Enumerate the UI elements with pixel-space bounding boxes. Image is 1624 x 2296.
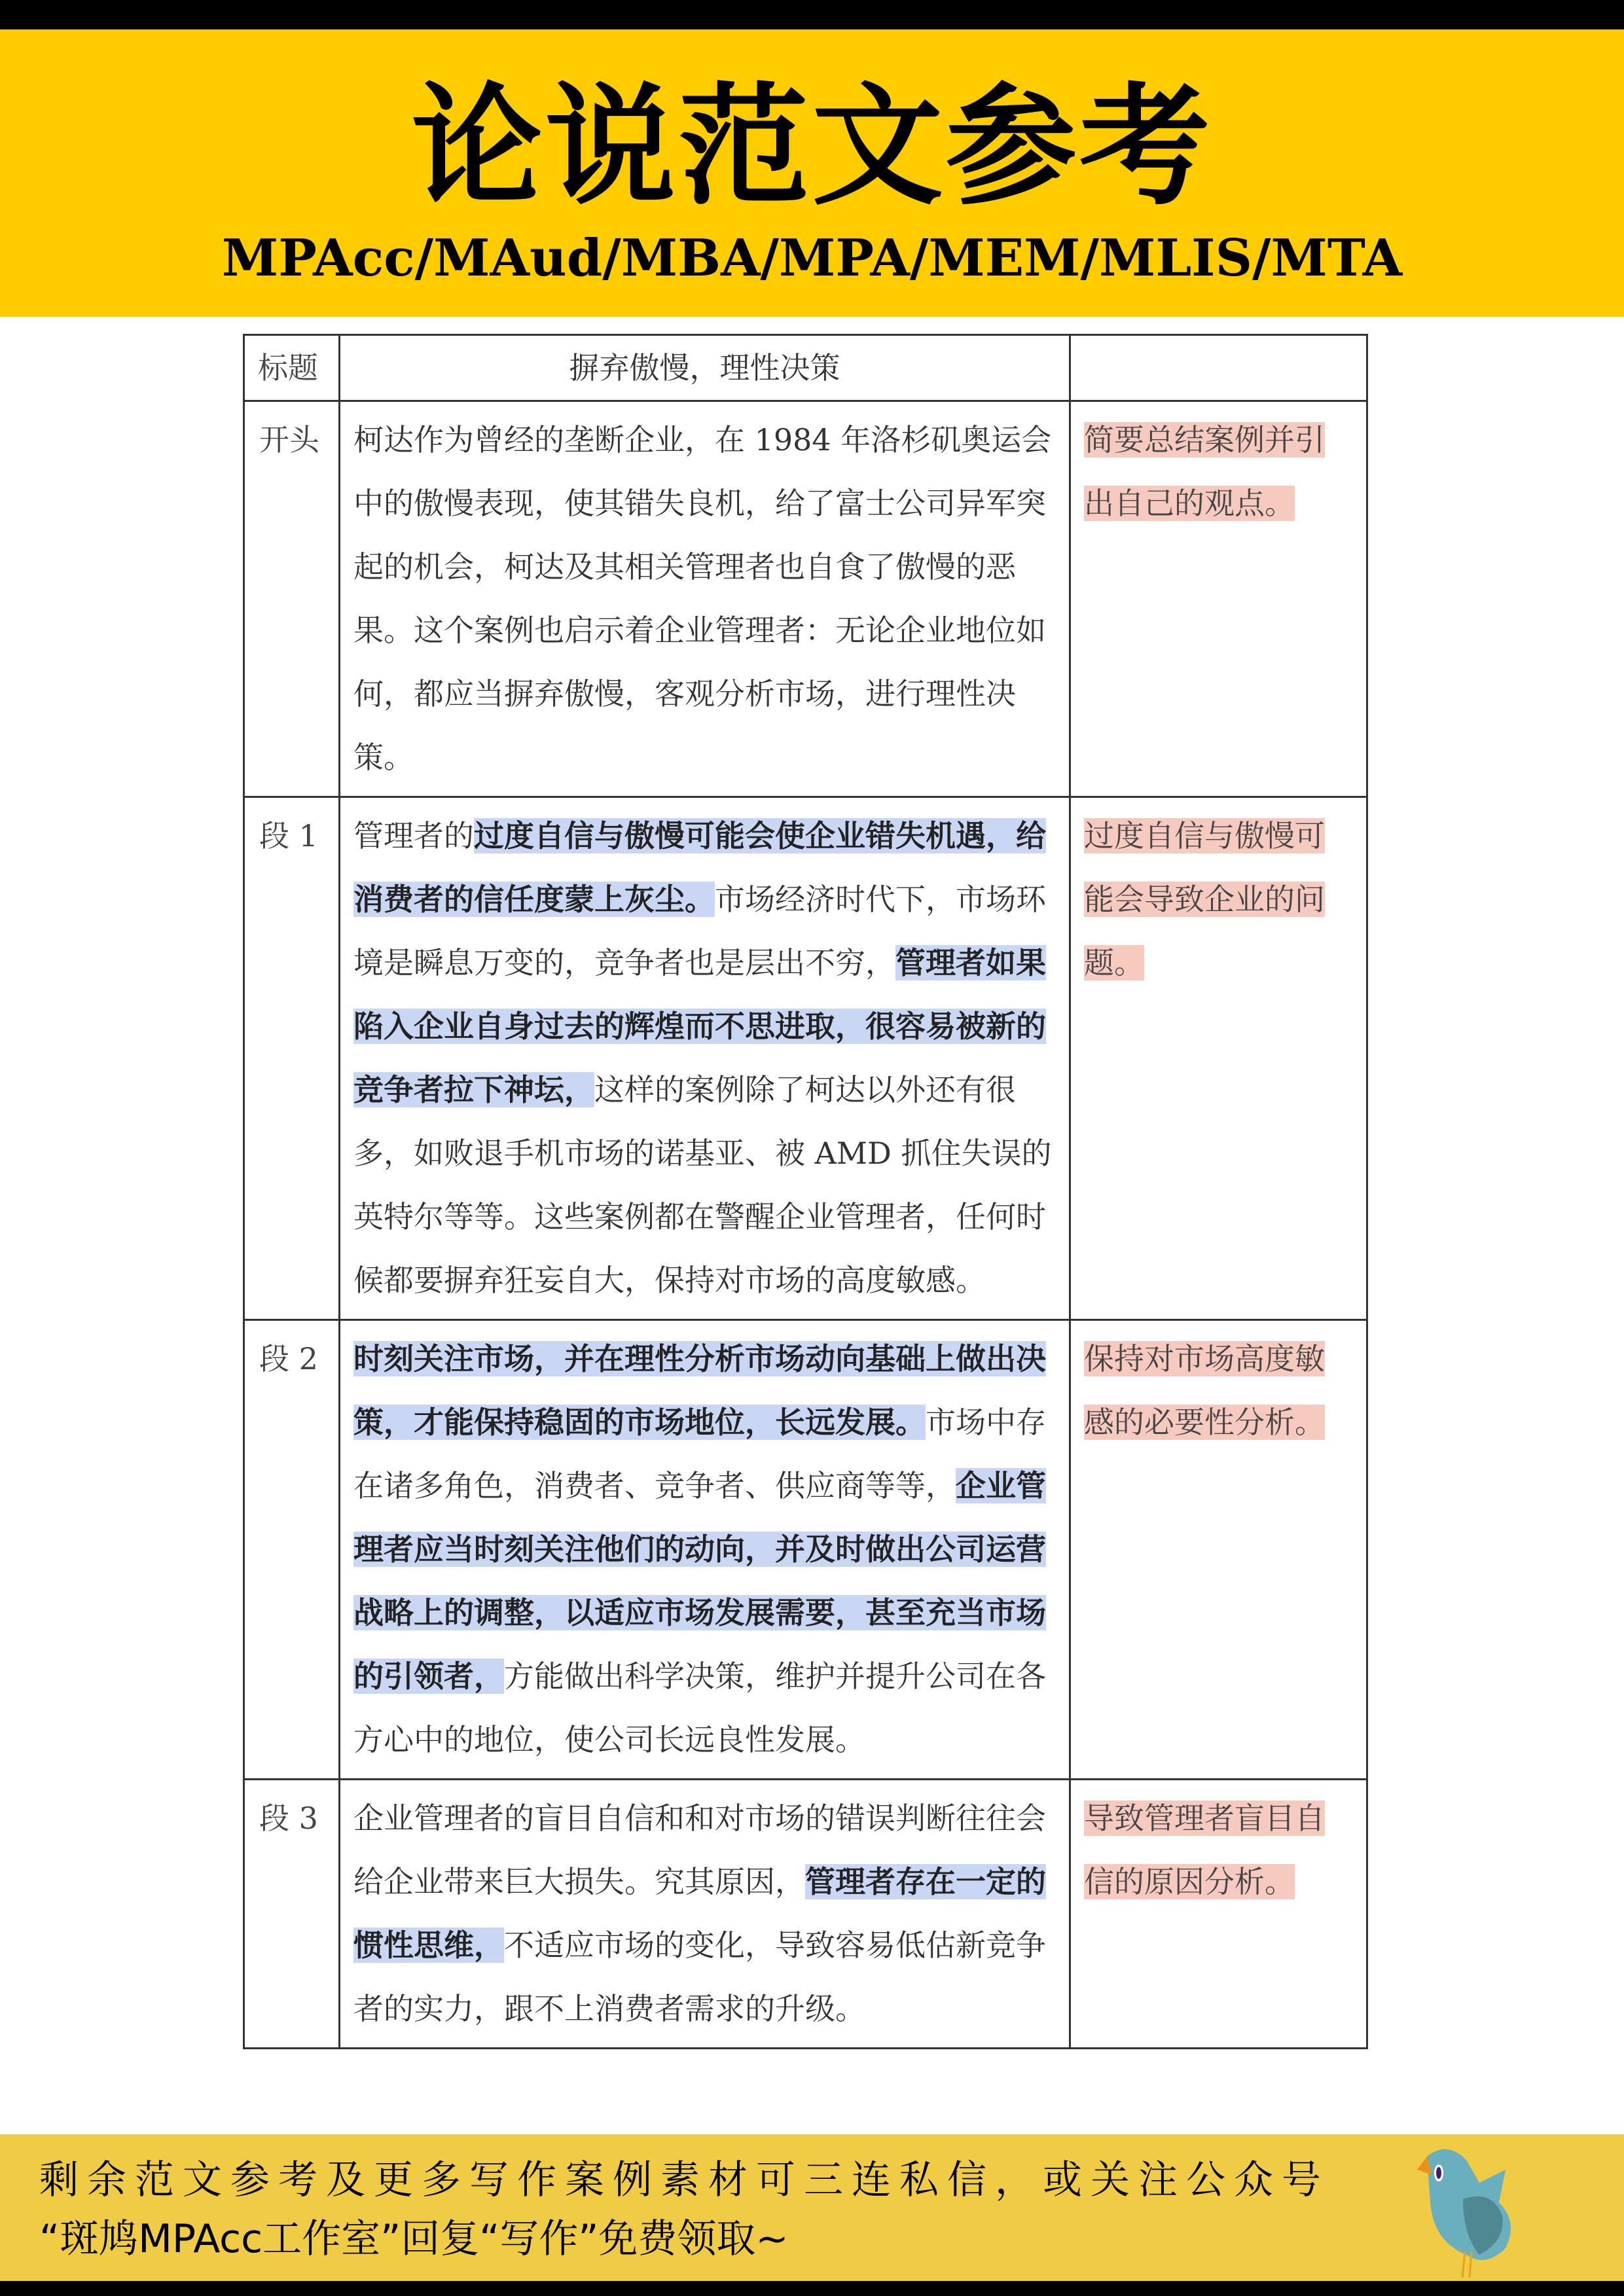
row-text xyxy=(340,401,1070,797)
row-note xyxy=(1070,797,1367,1320)
row-label: 段 3 xyxy=(244,1780,340,2049)
highlighted-segment: 时刻关注市场，并在理性分析市场动向基础上做出决策，才能保持稳固的市场地位，长远发展。 xyxy=(353,1341,1046,1440)
footer-line-1: 剩余范文参考及更多写作案例素材可三连私信，或关注公众号 xyxy=(39,2157,1329,2203)
note-highlight: 简要总结案例并引出自己的观点。 xyxy=(1084,422,1325,521)
text-segment: 市场中存在诸多角色，消费者、竞争者、供应商等等， xyxy=(353,1405,1046,1503)
page-subtitle: MPAcc/MAud/MBA/MPA/MEM/MLIS/MTA xyxy=(221,228,1403,288)
highlighted-segment: 管理者如果陷入企业自身过去的辉煌而不思进取，很容易被新的竞争者拉下神坛， xyxy=(353,945,1046,1107)
footer-line-2: “斑鸠MPAcc工作室”回复“写作”免费领取~ xyxy=(39,2216,789,2262)
row-label: 开头 xyxy=(244,401,340,797)
text-segment: 柯达作为曾经的垄断企业，在 1984 年洛杉矶奥运会中的傲慢表现，使其错失良机，给了富士公司异军突起的机会，柯达及其相关管理者也自食了傲慢的恶果。这个案例也启示着企业管理者：无论企业地位如何，都应当摒弃傲慢，客观分析市场，进行理性决策。 xyxy=(353,422,1052,775)
text-segment: 不适应市场的变化，导致容易低估新竞争者的实力，跟不上消费者需求的升级。 xyxy=(353,1928,1046,2026)
highlighted-segment: 企业管理者应当时刻关注他们的动向，并及时做出公司运营战略上的调整，以适应市场发展需要，甚至充当市场的引领者， xyxy=(353,1468,1046,1694)
row-label: 段 1 xyxy=(244,797,340,1320)
text-segment: 管理者的 xyxy=(353,818,474,853)
bird-mascot-icon xyxy=(1407,2144,1591,2281)
row-label: 段 2 xyxy=(244,1320,340,1780)
header-note xyxy=(1070,335,1367,401)
essay-title: 摒弃傲慢，理性决策 xyxy=(340,335,1070,401)
highlighted-segment: 过度自信与傲慢可能会使企业错失机遇，给消费者的信任度蒙上灰尘。 xyxy=(353,818,1046,917)
footer-banner xyxy=(0,2134,1624,2281)
table-row xyxy=(244,1320,1367,1780)
row-text xyxy=(340,1780,1070,2049)
row-note xyxy=(1070,401,1367,797)
page-title: 论说范文参考 xyxy=(411,71,1213,223)
table-row xyxy=(244,1780,1367,2049)
text-segment: 市场经济时代下，市场环境是瞬息万变的，竞争者也是层出不穷， xyxy=(353,882,1046,980)
row-note xyxy=(1070,1780,1367,2049)
text-segment: 方能做出科学决策，维护并提升公司在各方心中的地位，使公司长远良性发展。 xyxy=(353,1659,1046,1757)
top-bar xyxy=(0,0,1624,29)
text-segment: 这样的案例除了柯达以外还有很多，如败退手机市场的诺基亚、被 AMD 抓住失误的英特尔等等。这些案例都在警醒企业管理者，任何时候都要摒弃狂妄自大，保持对市场的高度敏感。 xyxy=(353,1072,1052,1298)
row-note xyxy=(1070,1320,1367,1780)
table-row xyxy=(244,797,1367,1320)
highlighted-segment: 管理者存在一定的惯性思维， xyxy=(353,1864,1046,1963)
header-banner xyxy=(0,29,1624,317)
table-header-row xyxy=(244,335,1367,401)
note-highlight: 过度自信与傲慢可能会导致企业的问题。 xyxy=(1084,818,1325,980)
header-label: 标题 xyxy=(244,335,340,401)
note-highlight: 导致管理者盲目自信的原因分析。 xyxy=(1084,1801,1325,1899)
essay-table xyxy=(243,334,1368,2049)
bottom-bar xyxy=(0,2281,1624,2296)
text-segment: 企业管理者的盲目自信和和对市场的错误判断往往会给企业带来巨大损失。究其原因， xyxy=(353,1801,1046,1899)
row-text xyxy=(340,797,1070,1320)
table-row xyxy=(244,401,1367,797)
row-text xyxy=(340,1320,1070,1780)
note-highlight: 保持对市场高度敏感的必要性分析。 xyxy=(1084,1341,1325,1440)
